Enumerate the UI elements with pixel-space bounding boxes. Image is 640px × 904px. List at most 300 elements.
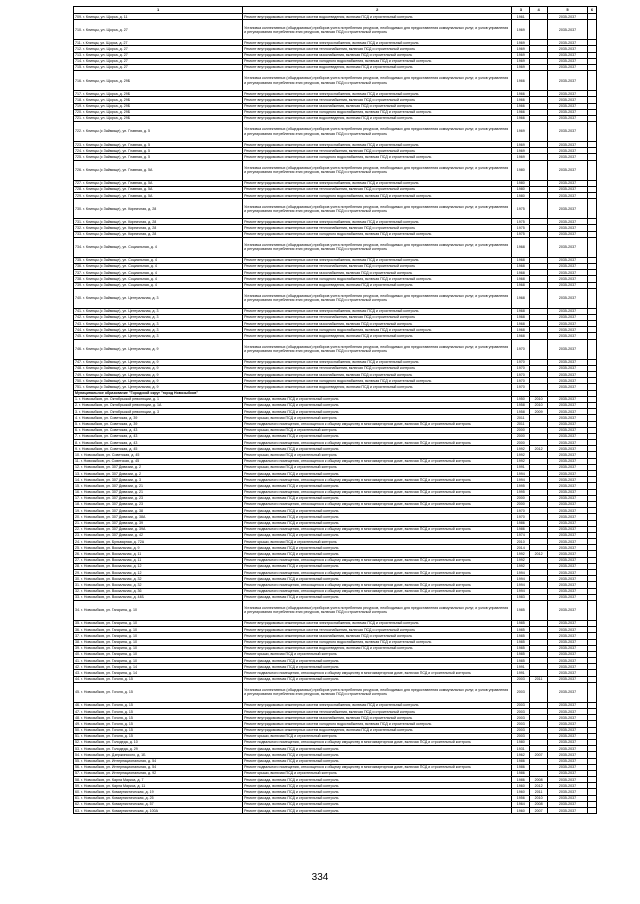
cell-address: 716. г. Клинцы, ул. Щорса, д. 29Б	[74, 71, 243, 91]
cell-address: 740. г. Клинцы (с Займище), ул. Центральная, д. 3	[74, 288, 243, 308]
cell-address: 719. г. Клинцы, ул. Щорса, д. 29Б	[74, 103, 243, 109]
cell-work-type: Ремонт внутридомовых инженерных систем водоотведения, включая ПСД и строительный контроль	[243, 333, 512, 339]
cell-year: 1994	[512, 477, 530, 483]
cell-work-type: Установка коллективных (общедомовых) приборов учета потребления ресурсов, необходимых для предоставления коммунальных услуг, и узлов управления и регулирования потребления этих ресурсов, включая ПСД и строительный контроль	[243, 682, 512, 702]
cell-year: 1958	[512, 402, 530, 408]
table-row	[74, 20, 597, 40]
cell-year: 1950	[512, 396, 530, 402]
cell-work-type: Ремонт внутридомовых инженерных систем холодного водоснабжения, включая ПСД и строительный контроль	[243, 58, 512, 64]
cell-work-type: Ремонт внутридомовых инженерных систем холодного водоснабжения, включая ПСД и строительный контроль	[243, 231, 512, 237]
cell-work-type: Ремонт внутридомовых инженерных систем водоотведения, включая ПСД и строительный контроль	[243, 384, 512, 390]
cell-address: 59. г. Новозыбков, ул. Карла Маркса, д. 11	[74, 783, 243, 789]
cell-work-type: Установка коллективных (общедомовых) приборов учета потребления ресурсов, необходимых для предоставления коммунальных услуг, и узлов управления и регулирования потребления этих ресурсов, включая ПСД и строительный контроль	[243, 122, 512, 142]
cell-work-type: Ремонт подвального помещения, относящегося к общему имуществу в многоквартирном доме, включая ПСД и строительный контроль	[243, 764, 512, 770]
cell-address: 26. г. Новозыбков, ул. Вокзальная, д. 11	[74, 551, 243, 557]
cell-address: 14. г. Новозыбков, ул. 307 Дивизии, д. 3	[74, 477, 243, 483]
cell-year: 1985	[512, 633, 530, 639]
cell-address: 32. г. Новозыбков, ул. Вокзальная, д. 36	[74, 588, 243, 594]
cell-work-type: Ремонт внутридомовых инженерных систем электроснабжения, включая ПСД и строительный контроль	[243, 180, 512, 186]
cell-address: 24. г. Новозыбков, ул. Бульварная, д. 72А	[74, 539, 243, 545]
cell-work-type: Ремонт внутридомовых инженерных систем электроснабжения, включая ПСД и строительный контроль	[243, 702, 512, 708]
cell-work-type: Ремонт внутридомовых инженерных систем газоснабжения, включая ПСД и строительный контроль	[243, 321, 512, 327]
cell-period: 2035-2037	[548, 676, 588, 682]
cell-year: 2014	[512, 545, 530, 551]
table-row	[74, 808, 597, 814]
cell-repair-year	[530, 237, 548, 257]
cell-repair-year: 2011	[530, 676, 548, 682]
cell-address: 48. г. Новозыбков, ул. Гоголя, д. 15	[74, 715, 243, 721]
header-col-5: 5	[548, 7, 588, 14]
cell-period: 2035-2037	[548, 514, 588, 520]
cell-year: 1968	[512, 263, 530, 269]
cell-address: 724. г. Клинцы (с Займище), ул. Главная, д. 5	[74, 148, 243, 154]
cell-work-type: Установка коллективных (общедомовых) приборов учета потребления ресурсов, необходимых для предоставления коммунальных услуг, и узлов управления и регулирования потребления этих ресурсов, включая ПСД и строительный контроль	[243, 600, 512, 620]
cell-work-type: Ремонт внутридомовых инженерных систем водоотведения, включая ПСД и строительный контроль	[243, 14, 512, 20]
cell-period: 2035-2037	[548, 777, 588, 783]
cell-repair-year	[530, 339, 548, 359]
cell-work-type: Установка коллективных (общедомовых) приборов учета потребления ресурсов, необходимых для предоставления коммунальных услуг, и узлов управления и регулирования потребления этих ресурсов, включая ПСД и строительный контроль	[243, 20, 512, 40]
cell-period: 2035-2037	[548, 627, 588, 633]
cell-year: 2003	[512, 676, 530, 682]
cell-work-type: Ремонт внутридомовых инженерных систем теплоснабжения, включая ПСД и строительный контроль	[243, 97, 512, 103]
cell-year: 2003	[512, 682, 530, 702]
cell-year: 2003	[512, 727, 530, 733]
cell-work-type: Ремонт фасада, включая ПСД и строительный контроль	[243, 495, 512, 501]
cell-year: 1956	[512, 795, 530, 801]
cell-work-type: Ремонт крыши, включая ПСД и строительный контроль	[243, 770, 512, 776]
cell-work-type: Ремонт фасада, включая ПСД и строительный контроль	[243, 676, 512, 682]
cell-work-type: Ремонт внутридомовых инженерных систем теплоснабжения, включая ПСД и строительный контроль	[243, 709, 512, 715]
cell-work-type: Ремонт фасада, включая ПСД и строительный контроль	[243, 808, 512, 814]
header-col-2: 2	[243, 7, 512, 14]
cell-address: 725. г. Клинцы (с Займище), ул. Главная, д. 5	[74, 154, 243, 160]
cell-work-type: Ремонт фасада, включая ПСД и строительный контроль	[243, 576, 512, 582]
cell-year: 1968	[512, 321, 530, 327]
cell-address: 734. г. Клинцы (с Займище), ул. Социальная, д. 4	[74, 237, 243, 257]
cell-year: 1985	[512, 620, 530, 626]
cell-col7	[588, 288, 597, 308]
cell-period: 2035-2037	[548, 288, 588, 308]
cell-work-type: Ремонт фасада, включая ПСД и строительный контроль	[243, 520, 512, 526]
cell-period: 2035-2037	[548, 764, 588, 770]
cell-address: 37. г. Новозыбков, ул. Гагарина, д. 10	[74, 633, 243, 639]
cell-work-type: Ремонт внутридомовых инженерных систем электроснабжения, включая ПСД и строительный контроль	[243, 620, 512, 626]
cell-year: 1995	[512, 483, 530, 489]
cell-repair-year	[530, 600, 548, 620]
cell-work-type: Ремонт внутридомовых инженерных систем теплоснабжения, включая ПСД и строительный контроль	[243, 365, 512, 371]
cell-repair-year: 2010	[530, 795, 548, 801]
table-row	[74, 682, 597, 702]
cell-address: 732. г. Клинцы (с Займище), ул. Кирпичная, д. 28	[74, 225, 243, 231]
cell-period: 2035-2037	[548, 594, 588, 600]
cell-period: 2035-2037	[548, 421, 588, 427]
cell-year: 1985	[512, 600, 530, 620]
cell-work-type: Ремонт внутридомовых инженерных систем теплоснабжения, включая ПСД и строительный контроль	[243, 186, 512, 192]
cell-period: 2035-2037	[548, 739, 588, 745]
cell-address: 718. г. Клинцы, ул. Щорса, д. 29Б	[74, 97, 243, 103]
cell-period: 2035-2037	[548, 727, 588, 733]
cell-work-type: Ремонт подвального помещения, относящегося к общему имуществу в многоквартирном доме, включая ПСД и строительный контроль	[243, 670, 512, 676]
cell-address: 728. г. Клинцы (с Займище), ул. Главная, д. 5А	[74, 186, 243, 192]
cell-work-type: Ремонт крыши, включая ПСД и строительный контроль	[243, 733, 512, 739]
cell-work-type: Ремонт внутридомовых инженерных систем электроснабжения, включая ПСД и строительный контроль	[243, 359, 512, 365]
cell-repair-year: 2008	[530, 777, 548, 783]
cell-year: 2003	[512, 715, 530, 721]
table-row	[74, 71, 597, 91]
cell-work-type: Ремонт внутридомовых инженерных систем газоснабжения, включая ПСД и строительный контроль	[243, 270, 512, 276]
cell-year: 1969	[512, 20, 530, 40]
cell-year: 2003	[512, 733, 530, 739]
cell-repair-year	[530, 160, 548, 180]
page-number: 334	[311, 872, 329, 883]
cell-year: 2000	[512, 440, 530, 446]
cell-period: 2035-2037	[548, 40, 588, 46]
cell-period: 2035-2037	[548, 378, 588, 384]
cell-address: 733. г. Клинцы (с Займище), ул. Кирпичная, д. 28	[74, 231, 243, 237]
cell-address: 18. г. Новозыбков, ул. 307 Дивизии, д. 23	[74, 501, 243, 507]
cell-work-type: Ремонт фасада, включая ПСД и строительный контроль	[243, 402, 512, 408]
cell-repair-year	[530, 682, 548, 702]
cell-repair-year: 2007	[530, 752, 548, 758]
cell-work-type: Ремонт фасада, включая ПСД и строительный контроль	[243, 433, 512, 439]
cell-year: 1985	[512, 658, 530, 664]
cell-period: 2035-2037	[548, 52, 588, 58]
table-body	[74, 14, 597, 814]
cell-work-type: Ремонт внутридомовых инженерных систем теплоснабжения, включая ПСД и строительный контроль	[243, 46, 512, 52]
cell-year: 1994	[512, 582, 530, 588]
document-sheet	[73, 6, 597, 814]
cell-year: 2011	[512, 421, 530, 427]
cell-repair-year	[530, 20, 548, 40]
cell-year: 1970	[512, 372, 530, 378]
cell-work-type: Установка коллективных (общедомовых) приборов учета потребления ресурсов, необходимых для предоставления коммунальных услуг, и узлов управления и регулирования потребления этих ресурсов, включая ПСД и строительный контроль	[243, 288, 512, 308]
cell-work-type: Установка коллективных (общедомовых) приборов учета потребления ресурсов, необходимых для предоставления коммунальных услуг, и узлов управления и регулирования потребления этих ресурсов, включая ПСД и строительный контроль	[243, 160, 512, 180]
cell-period: 2035-2037	[548, 489, 588, 495]
cell-work-type: Ремонт фасада, включая ПСД и строительный контроль	[243, 664, 512, 670]
cell-period: 2035-2037	[548, 570, 588, 576]
cell-year: 1960	[512, 789, 530, 795]
cell-period: 2035-2037	[548, 582, 588, 588]
cell-address: 54. г. Новозыбков, ул. Дзержинского, д. 1Б	[74, 752, 243, 758]
cell-year: 1968	[512, 314, 530, 320]
section-title: Муниципальное образование "Городской округ "город Новозыбков"	[74, 390, 512, 396]
cell-work-type: Ремонт внутридомовых инженерных систем холодного водоснабжения, включая ПСД и строительный контроль	[243, 193, 512, 199]
cell-period: 2035-2037	[548, 440, 588, 446]
cell-work-type: Ремонт внутридомовых инженерных систем холодного водоснабжения, включая ПСД и строительный контроль	[243, 327, 512, 333]
cell-repair-year	[530, 288, 548, 308]
cell-period: 2035-2037	[548, 532, 588, 538]
cell-work-type: Ремонт подвального помещения, относящегося к общему имуществу в многоквартирном доме, включая ПСД и строительный контроль	[243, 477, 512, 483]
cell-address: 735. г. Клинцы (с Займище), ул. Социальная, д. 4	[74, 257, 243, 263]
cell-period: 2035-2037	[548, 789, 588, 795]
cell-year: 1985	[512, 645, 530, 651]
cell-work-type: Ремонт внутридомовых инженерных систем холодного водоснабжения, включая ПСД и строительный контроль	[243, 154, 512, 160]
cell-address: 15. г. Новозыбков, ул. 307 Дивизии, д. 21	[74, 483, 243, 489]
cell-col7	[588, 122, 597, 142]
cell-year: 1991	[512, 664, 530, 670]
cell-col7	[588, 199, 597, 219]
cell-address: 751. г. Клинцы (с Займище), ул. Центральная, д. 9	[74, 384, 243, 390]
table-row	[74, 600, 597, 620]
cell-year: 2003	[512, 709, 530, 715]
cell-address: 710. г. Клинцы, ул. Щорса, д. 27	[74, 20, 243, 40]
cell-repair-year	[530, 71, 548, 91]
cell-period: 2035-2037	[548, 97, 588, 103]
cell-work-type: Ремонт фасада, включая ПСД и строительный контроль	[243, 545, 512, 551]
cell-period: 2035-2037	[548, 539, 588, 545]
cell-period: 2035-2037	[548, 282, 588, 288]
cell-address: 715. г. Клинцы, ул. Щорса, д. 27	[74, 64, 243, 70]
cell-work-type: Ремонт внутридомовых инженерных систем холодного водоснабжения, включая ПСД и строительный контроль	[243, 276, 512, 282]
cell-period: 2035-2037	[548, 122, 588, 142]
cell-year: 1986	[512, 520, 530, 526]
cell-address: 23. г. Новозыбков, ул. 307 Дивизии, д. 42	[74, 532, 243, 538]
cell-period: 2035-2037	[548, 795, 588, 801]
table-header-row	[74, 7, 597, 14]
cell-address: 9. г. Новозыбков, ул. Советская, д. 45	[74, 446, 243, 452]
cell-period: 2035-2037	[548, 20, 588, 40]
cell-period: 2035-2037	[548, 783, 588, 789]
cell-work-type: Ремонт фасада, включая ПСД и строительный контроль	[243, 446, 512, 452]
cell-period: 2035-2037	[548, 520, 588, 526]
cell-work-type: Ремонт внутридомовых инженерных систем теплоснабжения, включая ПСД и строительный контроль	[243, 627, 512, 633]
cell-address: 44. г. Новозыбков, ул. Гоголя, д. 15	[74, 676, 243, 682]
table-row	[74, 199, 597, 219]
cell-period: 2035-2037	[548, 770, 588, 776]
cell-work-type: Ремонт подвального помещения, относящегося к общему имуществу в многоквартирном доме, включая ПСД и строительный контроль	[243, 526, 512, 532]
cell-work-type: Ремонт крыши, включая ПСД и строительный контроль	[243, 452, 512, 458]
cell-year: 1964	[512, 801, 530, 807]
cell-year: 1968	[512, 237, 530, 257]
cell-year: 1968	[512, 282, 530, 288]
table-row	[74, 288, 597, 308]
cell-work-type: Ремонт внутридомовых инженерных систем водоотведения, включая ПСД и строительный контроль	[243, 727, 512, 733]
cell-period: 2035-2037	[548, 186, 588, 192]
cell-address: 30. г. Новозыбков, ул. Вокзальная, д. 32	[74, 576, 243, 582]
cell-period: 2035-2037	[548, 733, 588, 739]
cell-work-type: Ремонт внутридомовых инженерных систем водоотведения, включая ПСД и строительный контроль	[243, 64, 512, 70]
cell-repair-year	[530, 199, 548, 219]
cell-year: 1969	[512, 142, 530, 148]
cell-address: 6. г. Новозыбков, ул. Советская, д. 43	[74, 427, 243, 433]
cell-year: 1992	[512, 452, 530, 458]
cell-col7	[588, 237, 597, 257]
cell-col7	[588, 71, 597, 91]
cell-address: 743. г. Клинцы (с Займище), ул. Центральная, д. 3	[74, 321, 243, 327]
cell-col7	[588, 339, 597, 359]
cell-work-type: Установка коллективных (общедомовых) приборов учета потребления ресурсов, необходимых для предоставления коммунальных услуг, и узлов управления и регулирования потребления этих ресурсов, включая ПСД и строительный контроль	[243, 71, 512, 91]
cell-work-type: Ремонт внутридомовых инженерных систем электроснабжения, включая ПСД и строительный контроль	[243, 142, 512, 148]
table-row	[74, 237, 597, 257]
cell-period: 2035-2037	[548, 333, 588, 339]
cell-address: 21. г. Новозыбков, ул. 307 Дивизии, д. 39	[74, 520, 243, 526]
cell-period: 2035-2037	[548, 600, 588, 620]
cell-address: 11. г. Новозыбков, ул. Советская, д. 45	[74, 458, 243, 464]
cell-year: 1985	[512, 639, 530, 645]
cell-address: 1. г. Новозыбков, ул. Октябрьской революции, д. 1	[74, 396, 243, 402]
cell-year: 1966	[512, 91, 530, 97]
cell-work-type: Ремонт внутридомовых инженерных систем холодного водоснабжения, включая ПСД и строительный контроль	[243, 639, 512, 645]
cell-address: 731. г. Клинцы (с Займище), ул. Кирпичная, д. 28	[74, 219, 243, 225]
cell-year: 1975	[512, 199, 530, 219]
cell-work-type: Ремонт подвального помещения, относящегося к общему имуществу в многоквартирном доме, включая ПСД и строительный контроль	[243, 501, 512, 507]
cell-period: 2035-2037	[548, 501, 588, 507]
cell-year: 1970	[512, 378, 530, 384]
cell-year: 1969	[512, 46, 530, 52]
cell-period: 2035-2037	[548, 91, 588, 97]
cell-work-type: Ремонт внутридомовых инженерных систем газоснабжения, включая ПСД и строительный контроль	[243, 633, 512, 639]
cell-work-type: Ремонт фасада, включая ПСД и строительный контроль	[243, 783, 512, 789]
cell-period: 2035-2037	[548, 409, 588, 415]
cell-work-type: Ремонт фасада, включая ПСД и строительный контроль	[243, 752, 512, 758]
cell-address: 57. г. Новозыбков, ул. Интернациональная, д. 92	[74, 770, 243, 776]
cell-year: 1961	[512, 14, 530, 20]
cell-work-type: Ремонт подвального помещения, относящегося к общему имуществу в многоквартирном доме, включая ПСД и строительный контроль	[243, 458, 512, 464]
cell-year: 1994	[512, 471, 530, 477]
table-row	[74, 339, 597, 359]
cell-year: 1960	[512, 808, 530, 814]
cell-period: 2035-2037	[548, 359, 588, 365]
cell-year: 1966	[512, 71, 530, 91]
cell-year: 1970	[512, 359, 530, 365]
cell-work-type: Ремонт фасада, включая ПСД и строительный контроль	[243, 483, 512, 489]
cell-period: 2035-2037	[548, 464, 588, 470]
cell-address: 3. г. Новозыбков, ул. Октябрьской революции, д. 3	[74, 409, 243, 415]
cell-period: 2035-2037	[548, 142, 588, 148]
cell-address: 16. г. Новозыбков, ул. 307 Дивизии, д. 21	[74, 489, 243, 495]
cell-address: 5. г. Новозыбков, ул. Советская, д. 39	[74, 421, 243, 427]
cell-work-type: Ремонт фасада, включая ПСД и строительный контроль	[243, 658, 512, 664]
cell-work-type: Ремонт внутридомовых инженерных систем газоснабжения, включая ПСД и строительный контроль	[243, 103, 512, 109]
header-col-3: 3	[512, 7, 530, 14]
cell-address: 747. г. Клинцы (с Займище), ул. Центральная, д. 9	[74, 359, 243, 365]
cell-period: 2035-2037	[548, 483, 588, 489]
cell-year: 1968	[512, 308, 530, 314]
header-col-1: 1	[74, 7, 243, 14]
cell-year: 1980	[512, 160, 530, 180]
cell-period: 2035-2037	[548, 702, 588, 708]
cell-address: 738. г. Клинцы (с Займище), ул. Социальная, д. 4	[74, 276, 243, 282]
cell-address: 61. г. Новозыбков, ул. Коммунистическая, д. 25	[74, 795, 243, 801]
cell-address: 742. г. Клинцы (с Займище), ул. Центральная, д. 3	[74, 314, 243, 320]
cell-work-type: Ремонт подвального помещения, относящегося к общему имуществу в многоквартирном доме, включая ПСД и строительный контроль	[243, 489, 512, 495]
cell-period: 2035-2037	[548, 225, 588, 231]
cell-period: 2035-2037	[548, 193, 588, 199]
cell-period: 2035-2037	[548, 46, 588, 52]
cell-address: 746. г. Клинцы (с Займище), ул. Центральная, д. 9	[74, 339, 243, 359]
cell-address: 727. г. Клинцы (с Займище), ул. Главная, д. 5А	[74, 180, 243, 186]
cell-year: 2003	[512, 702, 530, 708]
cell-address: 41. г. Новозыбков, ул. Гагарина, д. 10	[74, 658, 243, 664]
cell-address: 4. г. Новозыбков, ул. Советская, д. 39	[74, 415, 243, 421]
cell-address: 40. г. Новозыбков, ул. Гагарина, д. 10	[74, 651, 243, 657]
cell-period: 2035-2037	[548, 721, 588, 727]
cell-year: 1985	[512, 627, 530, 633]
cell-year: 1966	[512, 97, 530, 103]
cell-work-type: Ремонт фасада, включая ПСД и строительный контроль	[243, 801, 512, 807]
cell-year: 1986	[512, 777, 530, 783]
cell-period: 2035-2037	[548, 664, 588, 670]
table-row	[74, 122, 597, 142]
cell-year: 1969	[512, 64, 530, 70]
cell-work-type: Ремонт внутридомовых инженерных систем холодного водоснабжения, включая ПСД и строительный контроль	[243, 109, 512, 115]
cell-work-type: Установка коллективных (общедомовых) приборов учета потребления ресурсов, необходимых для предоставления коммунальных услуг, и узлов управления и регулирования потребления этих ресурсов, включая ПСД и строительный контроль	[243, 237, 512, 257]
cell-year: 1991	[512, 464, 530, 470]
cell-work-type: Ремонт фасада, включая ПСД и строительный контроль	[243, 551, 512, 557]
cell-address: 19. г. Новозыбков, ул. 307 Дивизии, д. 38	[74, 508, 243, 514]
cell-col7	[588, 20, 597, 40]
cell-period: 2035-2037	[548, 658, 588, 664]
cell-year: 2000	[512, 501, 530, 507]
cell-work-type: Ремонт фасада, включая ПСД и строительный контроль	[243, 746, 512, 752]
cell-address: 45. г. Новозыбков, ул. Гоголя, д. 15	[74, 682, 243, 702]
cell-year: 1969	[512, 58, 530, 64]
cell-work-type: Ремонт внутридомовых инженерных систем электроснабжения, включая ПСД и строительный контроль	[243, 91, 512, 97]
cell-period: 2035-2037	[548, 758, 588, 764]
cell-address: 47. г. Новозыбков, ул. Гоголя, д. 15	[74, 709, 243, 715]
cell-work-type: Ремонт внутридомовых инженерных систем водоотведения, включая ПСД и строительный контроль	[243, 282, 512, 288]
cell-period: 2035-2037	[548, 495, 588, 501]
cell-year: 1980	[512, 739, 530, 745]
cell-period: 2035-2037	[548, 576, 588, 582]
cell-address: 7. г. Новозыбков, ул. Советская, д. 43	[74, 433, 243, 439]
cell-address: 58. г. Новозыбков, ул. Карла Маркса, д. 7	[74, 777, 243, 783]
cell-work-type: Ремонт крыши, включая ПСД и строительный контроль	[243, 427, 512, 433]
cell-address: 749. г. Клинцы (с Займище), ул. Центральная, д. 9	[74, 372, 243, 378]
cell-repair-year: 2011	[530, 789, 548, 795]
cell-address: 35. г. Новозыбков, ул. Гагарина, д. 10	[74, 620, 243, 626]
cell-address: 20. г. Новозыбков, ул. 307 Дивизии, д. 38А	[74, 514, 243, 520]
cell-work-type: Ремонт фасада, включая ПСД и строительный контроль	[243, 795, 512, 801]
cell-period: 2035-2037	[548, 633, 588, 639]
cell-address: 39. г. Новозыбков, ул. Гагарина, д. 10	[74, 645, 243, 651]
cell-year: 1968	[512, 288, 530, 308]
cell-year: 1986	[512, 526, 530, 532]
cell-period: 2035-2037	[548, 308, 588, 314]
cell-period: 2035-2037	[548, 109, 588, 115]
cell-address: 713. г. Клинцы, ул. Щорса, д. 27	[74, 52, 243, 58]
cell-address: 42. г. Новозыбков, ул. Гагарина, д. 14	[74, 664, 243, 670]
cell-year: 1969	[512, 154, 530, 160]
cell-work-type: Ремонт крыши, включая ПСД и строительный контроль	[243, 539, 512, 545]
cell-work-type: Ремонт внутридомовых инженерных систем водоотведения, включая ПСД и строительный контроль	[243, 115, 512, 121]
cell-work-type: Ремонт внутридомовых инженерных систем водоотведения, включая ПСД и строительный контроль	[243, 645, 512, 651]
cell-address: 745. г. Клинцы (с Займище), ул. Центральная, д. 3	[74, 333, 243, 339]
cell-period: 2035-2037	[548, 433, 588, 439]
cell-year: 1986	[512, 758, 530, 764]
cell-period: 2035-2037	[548, 384, 588, 390]
cell-period: 2035-2037	[548, 199, 588, 219]
cell-address: 737. г. Клинцы (с Займище), ул. Социальная, д. 4	[74, 270, 243, 276]
cell-work-type: Ремонт фасада, включая ПСД и строительный контроль	[243, 409, 512, 415]
cell-address: 709. г. Клинцы, ул. Щорса, д. 11	[74, 14, 243, 20]
cell-address: 726. г. Клинцы (с Займище), ул. Главная, д. 5А	[74, 160, 243, 180]
cell-address: 38. г. Новозыбков, ул. Гагарина, д. 10	[74, 639, 243, 645]
cell-year: 1969	[512, 122, 530, 142]
cell-work-type: Ремонт внутридомовых инженерных систем холодного водоснабжения, включая ПСД и строительный контроль	[243, 378, 512, 384]
cell-year: 1966	[512, 115, 530, 121]
cell-period: 2035-2037	[548, 180, 588, 186]
cell-year: 1983	[512, 594, 530, 600]
cell-work-type: Ремонт фасада, включая ПСД и строительный контроль	[243, 508, 512, 514]
cell-year: 1969	[512, 40, 530, 46]
cell-col7	[588, 160, 597, 180]
cell-repair-year: 2008	[530, 801, 548, 807]
cell-year: 2011	[512, 415, 530, 421]
cell-address: 739. г. Клинцы (с Займище), ул. Социальная, д. 4	[74, 282, 243, 288]
cell-address: 55. г. Новозыбков, ул. Интернациональная, д. 54	[74, 758, 243, 764]
cell-year: 1992	[512, 551, 530, 557]
